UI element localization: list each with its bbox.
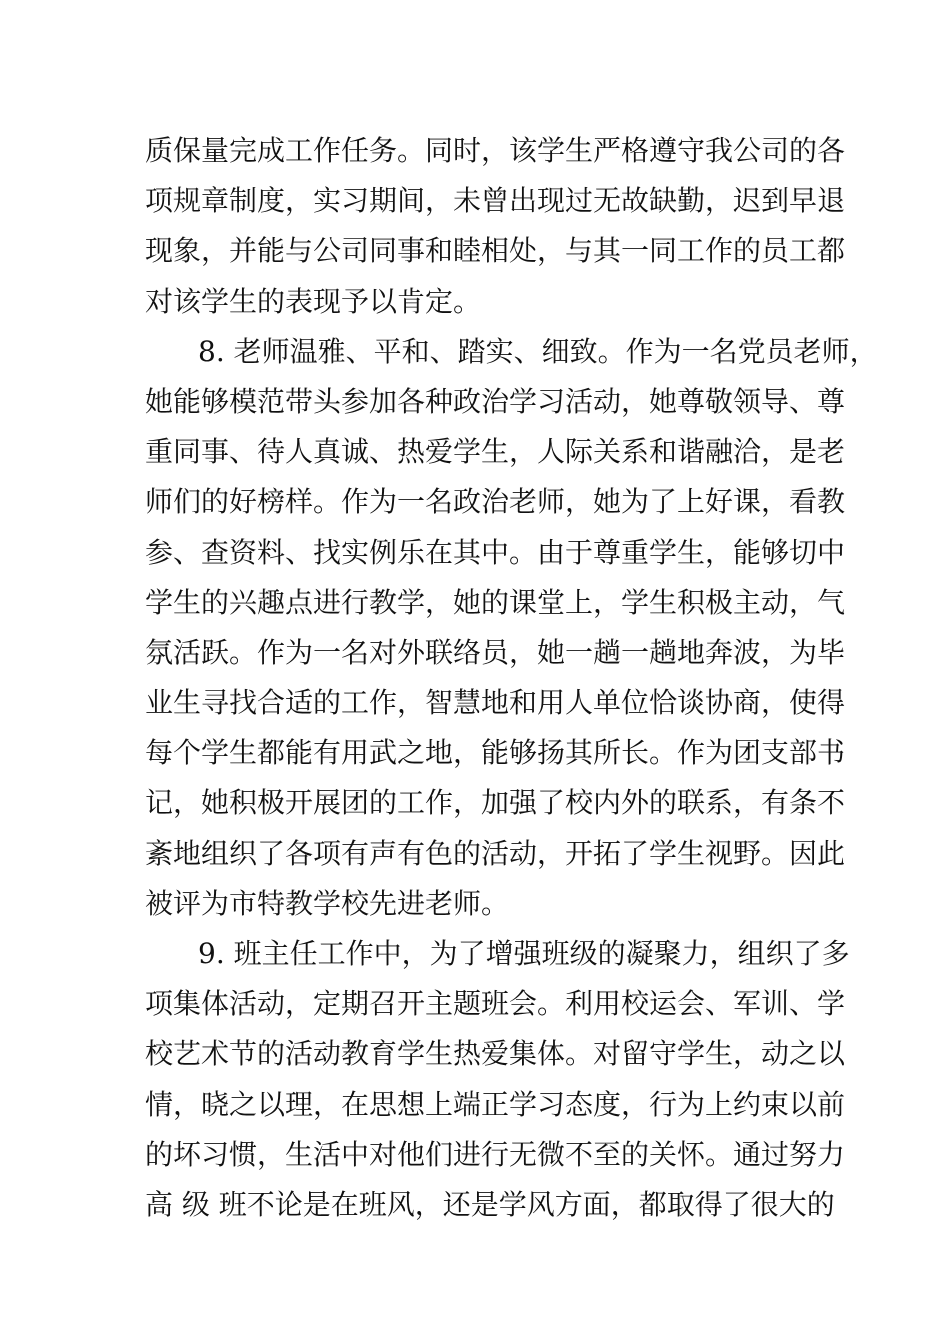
- text-line: 9. 班主任工作中，为了增强班级的凝聚力，组织了多: [198, 937, 850, 970]
- text-line: 对该学生的表现予以肯定。: [145, 284, 482, 318]
- text-line: 学生的兴趣点进行教学，她的课堂上，学生积极主动，气: [145, 585, 846, 619]
- text-line: 项集体活动，定期召开主题班会。利用校运会、军训、学: [145, 987, 846, 1021]
- text-line: 校艺术节的活动教育学生热爱集体。对留守学生，动之以: [145, 1037, 846, 1071]
- document-body: [145, 126, 878, 1230]
- text-line: 8. 老师温雅、平和、踏实、细致。作为一名党员老师，: [198, 334, 878, 368]
- text-line: 被评为市特教学校先进老师。: [145, 886, 510, 920]
- text-line: 高 级 班不论是在班风，还是学风方面，都取得了很大的: [145, 1187, 835, 1221]
- text-line: 紊地组织了各项有声有色的活动，开拓了学生视野。因此: [145, 836, 846, 870]
- text-line: 每个学生都能有用武之地，能够扬其所长。作为团支部书: [145, 736, 846, 770]
- text-line: 情，晓之以理，在思想上端正学习态度，行为上约束以前: [145, 1087, 846, 1121]
- text-line: 项规章制度，实习期间，未曾出现过无故缺勤，迟到早退: [145, 184, 846, 218]
- text-line: 参、查资料、找实例乐在其中。由于尊重学生，能够切中: [145, 535, 846, 569]
- text-line: 氛活跃。作为一名对外联络员，她一趟一趟地奔波，为毕: [145, 635, 846, 669]
- text-line: 师们的好榜样。作为一名政治老师，她为了上好课，看教: [145, 485, 846, 519]
- text-line: 她能够模范带头参加各种政治学习活动，她尊敬领导、尊: [145, 384, 846, 418]
- text-line: 记，她积极开展团的工作，加强了校内外的联系，有条不: [145, 786, 846, 820]
- text-line: 的坏习惯，生活中对他们进行无微不至的关怀。通过努力: [145, 1137, 846, 1171]
- text-line: 重同事、待人真诚、热爱学生，人际关系和谐融洽，是老: [145, 435, 846, 469]
- text-line: 业生寻找合适的工作，智慧地和用人单位恰谈协商，使得: [145, 686, 846, 720]
- text-line: 质保量完成工作任务。同时，该学生严格遵守我公司的各: [145, 134, 846, 167]
- text-line: 现象，并能与公司同事和睦相处，与其一同工作的员工都: [145, 234, 846, 268]
